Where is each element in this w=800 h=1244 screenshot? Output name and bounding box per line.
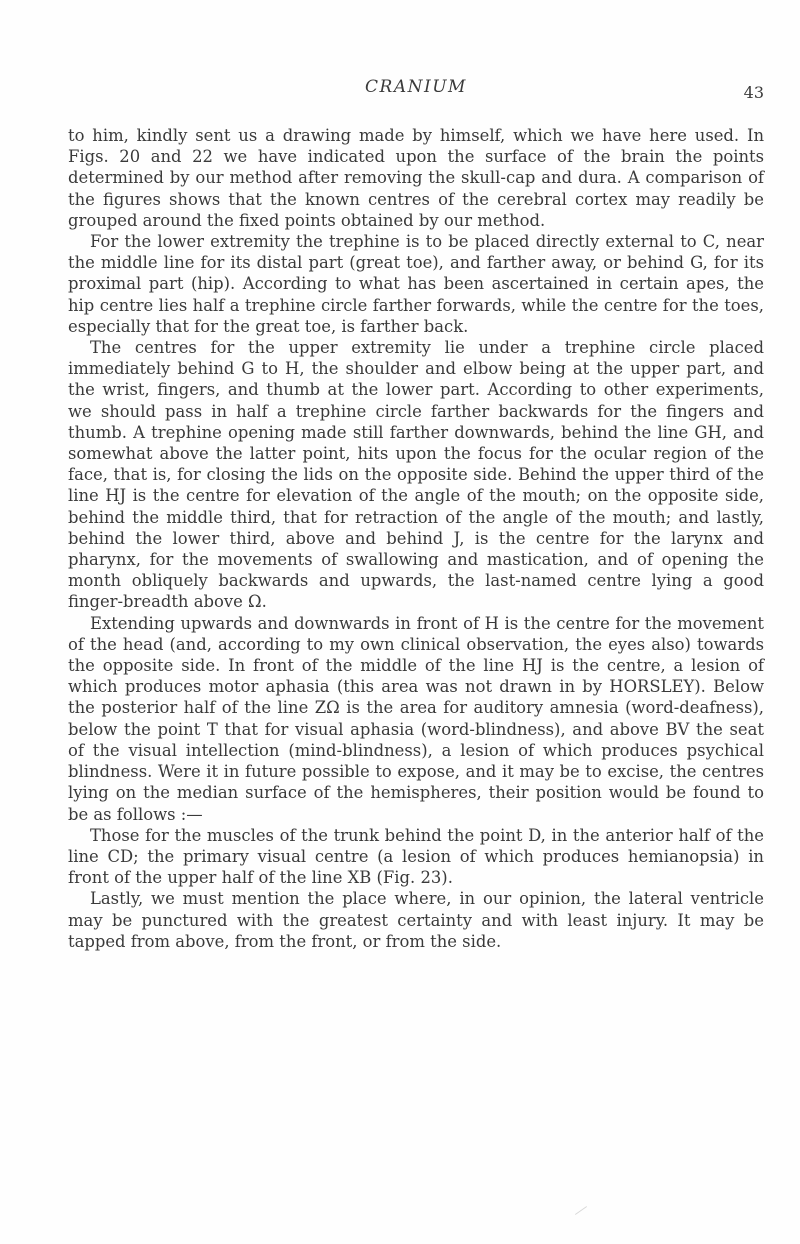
running-head (68, 77, 764, 101)
paragraph-lateral-ventricle: Lastly, we must mention the place where, in our opinion, the lateral ventricle may be punctured with the greatest certainty and with least injury. It may be tapped from above, from the front, or from the side. (68, 889, 764, 951)
paragraph-lower-extremity: For the lower extremity the trephine is to be placed directly external to C, near the middle line for its distal part (great toe), and farther away, or behind G, for its proximal part (hip). According to what has been ascertained in certain apes, the hip centre lies half a trephine circle farther forwards, while the centre for the toes, especially that for the great toe, is farther back. (68, 232, 764, 336)
body-text (68, 125, 764, 952)
paragraph-intro: to him, kindly sent us a drawing made by himself, which we have here used. In Figs. 20 and 22 we have indicated upon the surface of the brain the points determined by our method after removing the skull-cap and dura. A comparison of the figures shows that the known centres of the cerebral cortex may readily be grouped around the fixed points obtained by our method. (68, 126, 764, 230)
paragraph-upper-extremity: The centres for the upper extremity lie under a trephine circle placed immediately behind G to H, the shoulder and elbow being at the upper part, and the wrist, fingers, and thumb at the lower part. According to other experiments, we should pass in half a trephine circle farther backwards for the fingers and thumb. A trephine opening made still farther downwards, behind the line GH, and somewhat above the latter point, hits upon the focus for the ocular region of the face, that is, for closing the lids on the opposite side. Behind the upper third of the line HJ is the centre for elevation of the angle of the mouth; on the opposite side, behind the middle third, that for retraction of the angle of the mouth; and lastly, behind the lower third, above and behind J, is the centre for the larynx and pharynx, for the movements of swallowing and mastication, and of opening the month obliquely backwards and upwards, the last-named centre lying a good finger-breadth above Ω. (68, 338, 764, 612)
paper-mark (575, 1206, 587, 1215)
page-number: 43 (743, 83, 764, 102)
running-title: CRANIUM (365, 77, 467, 97)
paragraph-trunk-muscles: Those for the muscles of the trunk behind the point D, in the anterior half of the line CD; the primary visual centre (a lesion of which produces hemianopsia) in front of the upper half of the line XB (Fig. 23). (68, 825, 764, 888)
paragraph-head-movement: Extending upwards and downwards in front of H is the centre for the movement of the head (and, according to my own clinical observation, the eyes also) towards the opposite side. In front of the middle of the line HJ is the centre, a lesion of which produces motor aphasia (this area was not drawn in by HORSLEY). Below the posterior half of the line ZΩ is the area for auditory amnesia (word-deafness), below the point T that for visual aphasia (word-blindness), and above BV the seat of the visual intellection (mind-blindness), a lesion of which produces psychical blindness. Were it in future possible to expose, and it may be to excise, the centres lying on the median surface of the hemispheres, their position would be found to be as follows :— (68, 613, 764, 824)
